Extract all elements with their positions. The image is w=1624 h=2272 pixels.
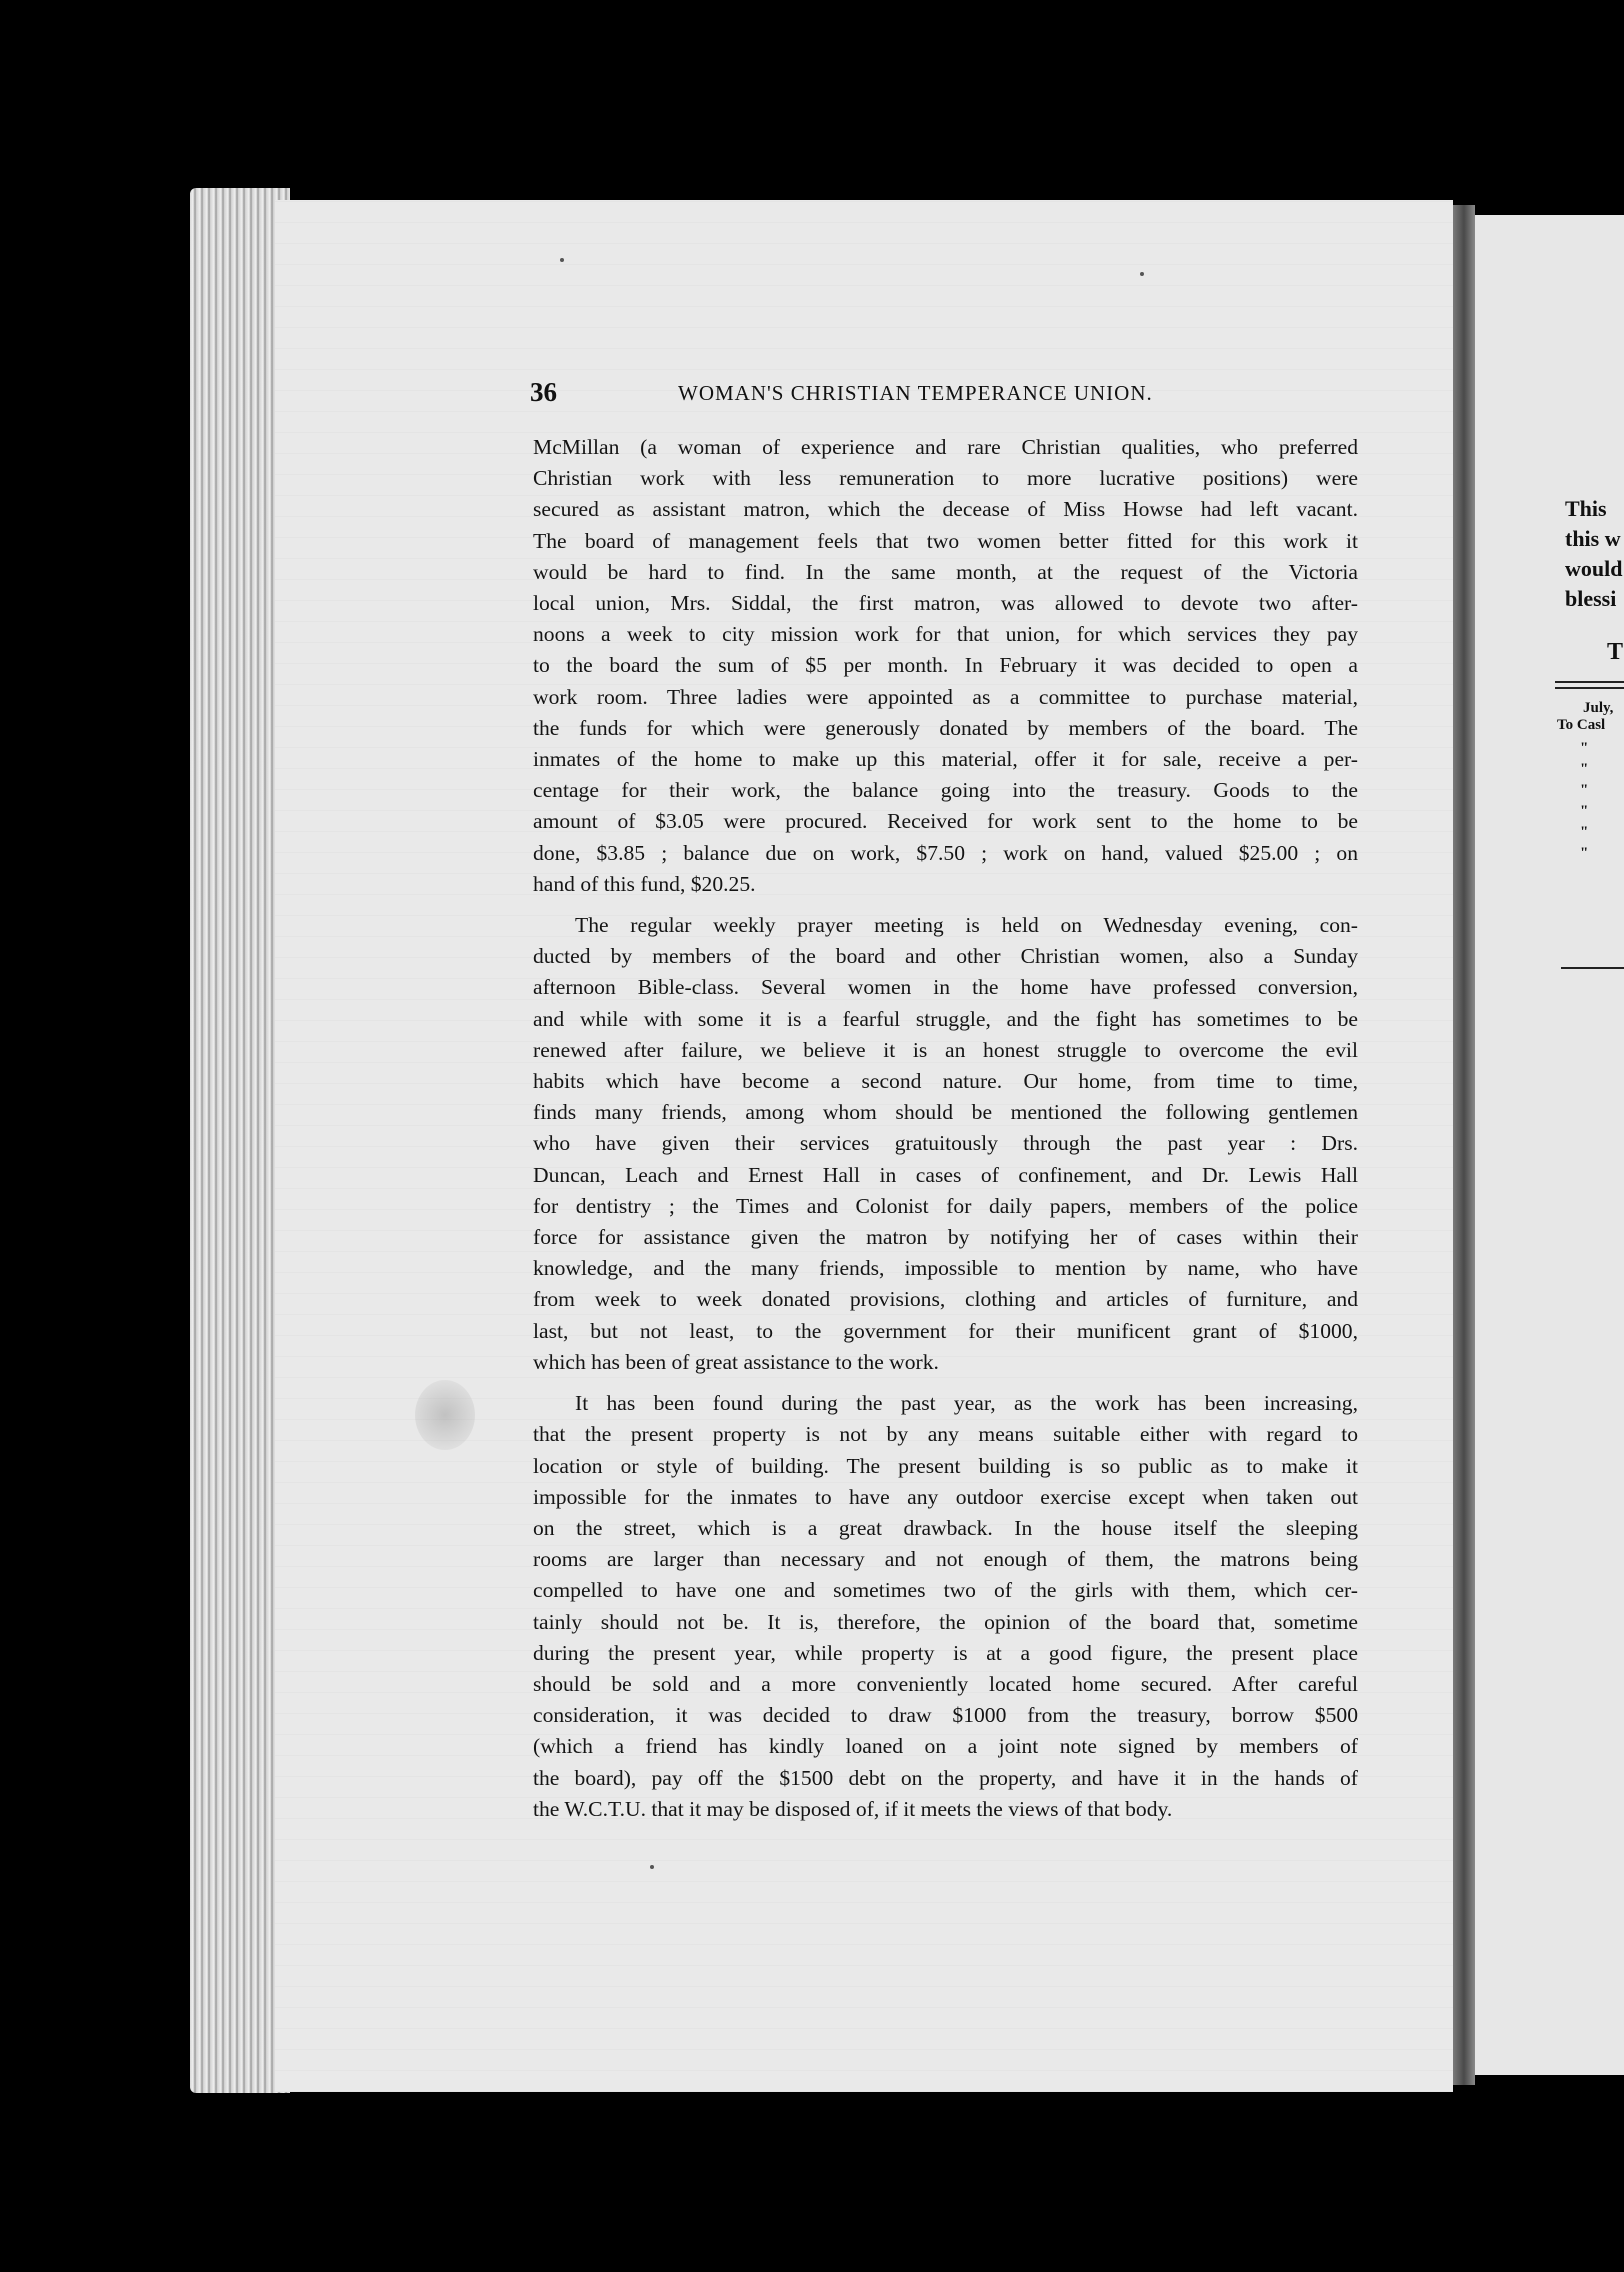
text-line: during the present year, while property is at a good figure, the present place — [533, 1640, 1358, 1665]
text-line: consideration, it was decided to draw $1000 from the treasury, borrow $500 — [533, 1703, 1358, 1728]
text-line: on the street, which is a great drawback. In the house itself the sleeping — [533, 1515, 1358, 1540]
text-line: that the present property is not by any means suitable either with regard to — [533, 1422, 1358, 1447]
text-line: compelled to have one and sometimes two of the girls with them, which cer- — [533, 1578, 1358, 1603]
text-line: done, $3.85 ; balance due on work, $7.50 ; work on hand, valued $25.00 ; on — [533, 840, 1358, 865]
text-line: impossible for the inmates to have any outdoor exercise except when taken out — [533, 1484, 1358, 1509]
page-body — [533, 432, 1358, 1825]
text-line: afternoon Bible-class. Several women in the home have professed conversion, — [533, 975, 1358, 1000]
adjacent-line-3: would — [1565, 556, 1623, 581]
text-line: inmates of the home to make up this material, offer it for sale, receive a per- — [533, 747, 1358, 772]
ink-speck — [560, 258, 564, 262]
text-line: habits which have become a second nature. Our home, from time to time, — [533, 1069, 1358, 1094]
adjacent-ditto: " — [1580, 845, 1589, 861]
text-line: the board), pay off the $1500 debt on the property, and have it in the hands of — [533, 1765, 1358, 1790]
paragraph-1 — [533, 432, 1358, 900]
text-line: centage for their work, the balance going into the treasury. Goods to the — [533, 778, 1358, 803]
adjacent-ditto: " — [1580, 782, 1589, 798]
paragraph-gap — [533, 1378, 1358, 1388]
text-line: renewed after failure, we believe it is an honest struggle to overcome the evil — [533, 1037, 1358, 1062]
book-gutter — [1453, 205, 1475, 2085]
text-line: which has been of great assistance to the work. — [533, 1349, 939, 1374]
adjacent-heading-fragment: T — [1607, 639, 1624, 665]
text-line: hand of this fund, $20.25. — [533, 871, 756, 896]
text-line: The board of management feels that two women better fitted for this work it — [533, 528, 1358, 553]
text-line: the funds for which were generously donated by members of the board. The — [533, 715, 1358, 740]
text-line: noons a week to city mission work for that union, for which services they pay — [533, 622, 1358, 647]
text-line: who have given their services gratuitously through the past year : Drs. — [533, 1131, 1358, 1156]
adjacent-ledger-date: July, — [1583, 700, 1614, 716]
text-line: The regular weekly prayer meeting is held on Wednesday evening, con- — [575, 913, 1358, 938]
text-line: (which a friend has kindly loaned on a joint note signed by members of — [533, 1734, 1358, 1759]
text-line: finds many friends, among whom should be mentioned the following gentlemen — [533, 1100, 1358, 1125]
adjacent-rule-top-2 — [1555, 687, 1624, 689]
page-smudge — [415, 1380, 475, 1450]
page-header — [530, 377, 1350, 407]
adjacent-rule-top — [1555, 681, 1624, 683]
text-line: force for assistance given the matron by notifying her of cases within their — [533, 1225, 1358, 1250]
ink-speck — [1140, 272, 1144, 276]
text-line: to the board the sum of $5 per month. In February it was decided to open a — [533, 653, 1358, 678]
adjacent-rule-bottom — [1561, 967, 1624, 969]
text-line: McMillan (a woman of experience and rare Christian qualities, who preferred — [533, 435, 1358, 459]
adjacent-ledger-entry: To Casl — [1557, 717, 1606, 733]
adjacent-ditto: " — [1580, 824, 1589, 840]
text-line: last, but not least, to the government for their munificent grant of $1000, — [533, 1318, 1358, 1343]
paragraph-gap — [533, 900, 1358, 910]
adjacent-ditto: " — [1580, 740, 1589, 756]
text-line: would be hard to find. In the same month, at the request of the Victoria — [533, 559, 1358, 584]
text-line: tainly should not be. It is, therefore, the opinion of the board that, sometime — [533, 1609, 1358, 1634]
paragraph-3 — [533, 1388, 1358, 1825]
text-line: local union, Mrs. Siddal, the first matron, was allowed to devote two after- — [533, 591, 1358, 616]
text-line: rooms are larger than necessary and not enough of them, the matrons being — [533, 1547, 1358, 1572]
page-number: 36 — [530, 377, 557, 407]
text-line: the W.C.T.U. that it may be disposed of, if it meets the views of that body. — [533, 1796, 1173, 1821]
paragraph-2 — [533, 910, 1358, 1378]
text-line: knowledge, and the many friends, impossible to mention by name, who have — [533, 1256, 1358, 1281]
text-line: secured as assistant matron, which the decease of Miss Howse had left vacant. — [533, 497, 1358, 522]
adjacent-page-fragment — [1475, 215, 1624, 2075]
text-line: It has been found during the past year, as the work has been increasing, — [575, 1391, 1358, 1416]
adjacent-ditto: " — [1580, 761, 1589, 777]
text-line: Duncan, Leach and Ernest Hall in cases of confinement, and Dr. Lewis Hall — [533, 1162, 1358, 1187]
ink-speck — [650, 1865, 654, 1869]
running-head: WOMAN'S CHRISTIAN TEMPERANCE UNION. — [678, 381, 1153, 405]
adjacent-line-1: This — [1565, 496, 1607, 521]
text-line: work room. Three ladies were appointed as a committee to purchase material, — [533, 684, 1358, 709]
adjacent-line-2: this w — [1565, 526, 1621, 551]
text-line: ducted by members of the board and other Christian women, also a Sunday — [533, 944, 1358, 969]
adjacent-line-4: blessi — [1565, 586, 1617, 611]
text-line: should be sold and a more conveniently located home secured. After careful — [533, 1671, 1358, 1696]
text-line: from week to week donated provisions, clothing and articles of furniture, and — [533, 1287, 1358, 1312]
adjacent-ditto: " — [1580, 803, 1589, 819]
text-line: amount of $3.05 were procured. Received for work sent to the home to be — [533, 809, 1358, 834]
text-line: and while with some it is a fearful struggle, and the fight has sometimes to be — [533, 1006, 1358, 1031]
text-line: Christian work with less remuneration to more lucrative positions) were — [533, 466, 1358, 491]
text-line: for dentistry ; the Times and Colonist for daily papers, members of the police — [533, 1193, 1358, 1218]
text-line: location or style of building. The present building is so public as to make it — [533, 1453, 1358, 1478]
